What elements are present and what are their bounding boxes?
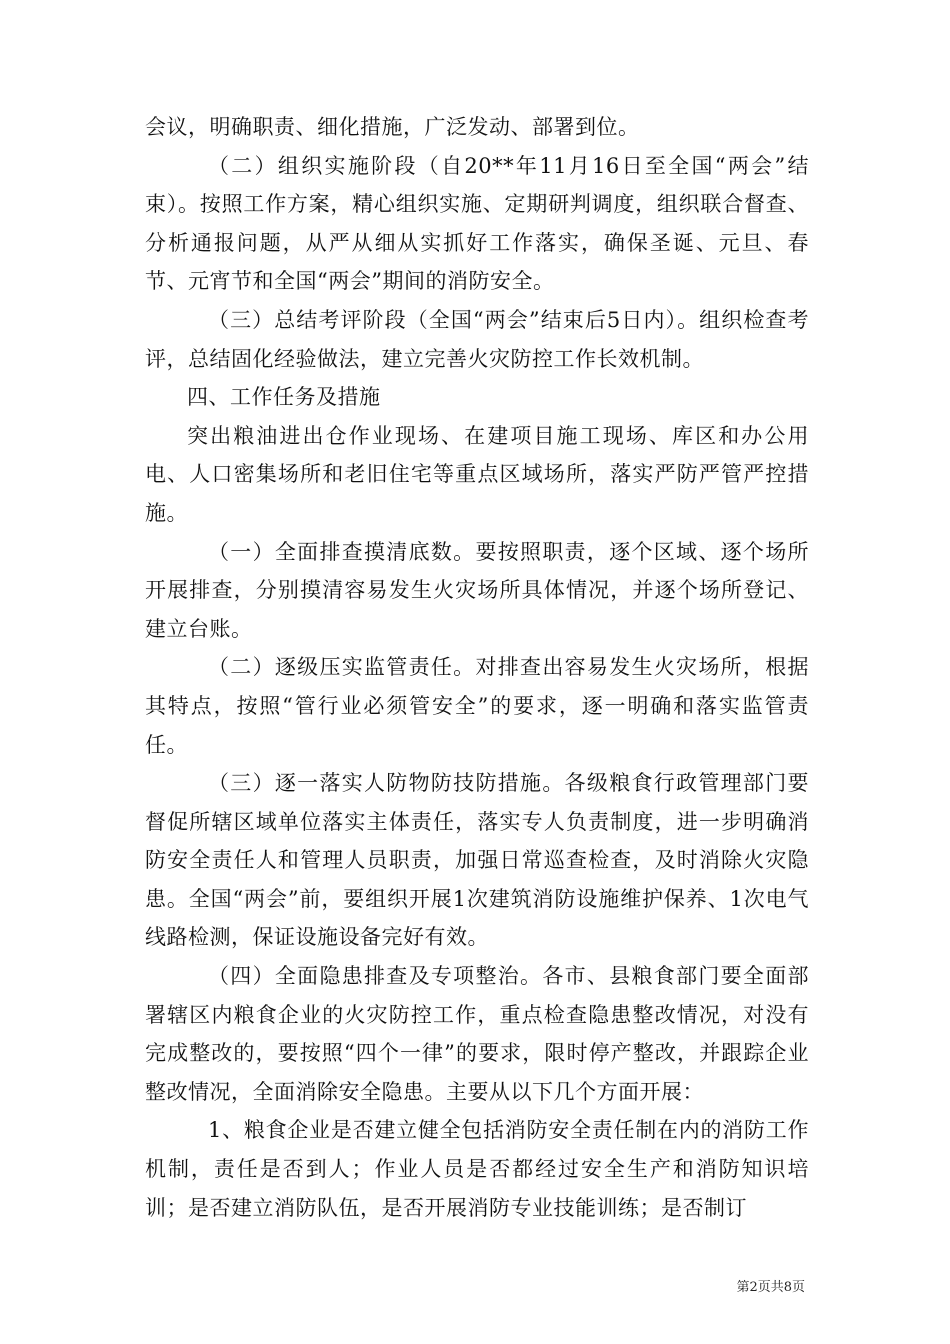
paragraph-stage-two: （二）组织实施阶段（自20**年11月16日至全国“两会”结束）。按照工作方案，精心组织实施、定期研判调度，组织联合督查、分析通报问题，从严从细从实抓好工作落实，确保圣诞、元旦、春节、元宵节和全国“两会”期间的消防安全。 [145, 153, 809, 294]
paragraph-stage-three: （三）总结考评阶段（全国“两会”结束后5日内）。组织检查考评，总结固化经验做法，建立完善火灾防控工作长效机制。 [145, 307, 809, 371]
paragraph-task-three: （三）逐一落实人防物防技防措施。各级粮食行政管理部门要督促所辖区域单位落实主体责任，落实专人负责制度，进一步明确消防安全责任人和管理人员职责，加强日常巡查检查，及时消除火灾隐患。全国“两会”前，要组织开展1次建筑消防设施维护保养、1次电气线路检测，保证设施设备完好有效。 [145, 771, 809, 950]
page-number: 第2页共8页 [736, 1280, 805, 1295]
document-body [145, 108, 809, 1227]
paragraph-task-two: （二）逐级压实监管责任。对排查出容易发生火灾场所，根据其特点，按照“管行业必须管安全”的要求，逐一明确和落实监管责任。 [145, 655, 809, 757]
paragraph-task-one: （一）全面排查摸清底数。要按照职责，逐个区域、逐个场所开展排查，分别摸清容易发生火灾场所具体情况，并逐个场所登记、建立台账。 [145, 539, 809, 641]
paragraph-task-four: （四）全面隐患排查及专项整治。各市、县粮食部门要全面部署辖区内粮食企业的火灾防控工作，重点检查隐患整改情况，对没有完成整改的，要按照“四个一律”的要求，限时停产整改，并跟踪企业整改情况，全面消除安全隐患。主要从以下几个方面开展： [145, 964, 809, 1104]
paragraph-continuation: 会议，明确职责、细化措施，广泛发动、部署到位。 [145, 115, 640, 139]
section-heading-tasks: 四、工作任务及措施 [187, 385, 381, 410]
paragraph-key-areas: 突出粮油进出仓作业现场、在建项目施工现场、库区和办公用电、人口密集场所和老旧住宅等重点区域场所，落实严防严管严控措施。 [145, 423, 809, 525]
paragraph-item-one: 1、粮食企业是否建立健全包括消防安全责任制在内的消防工作机制，责任是否到人；作业人员是否都经过安全生产和消防知识培训；是否建立消防队伍，是否开展消防专业技能训练；是否制订 [145, 1118, 809, 1220]
